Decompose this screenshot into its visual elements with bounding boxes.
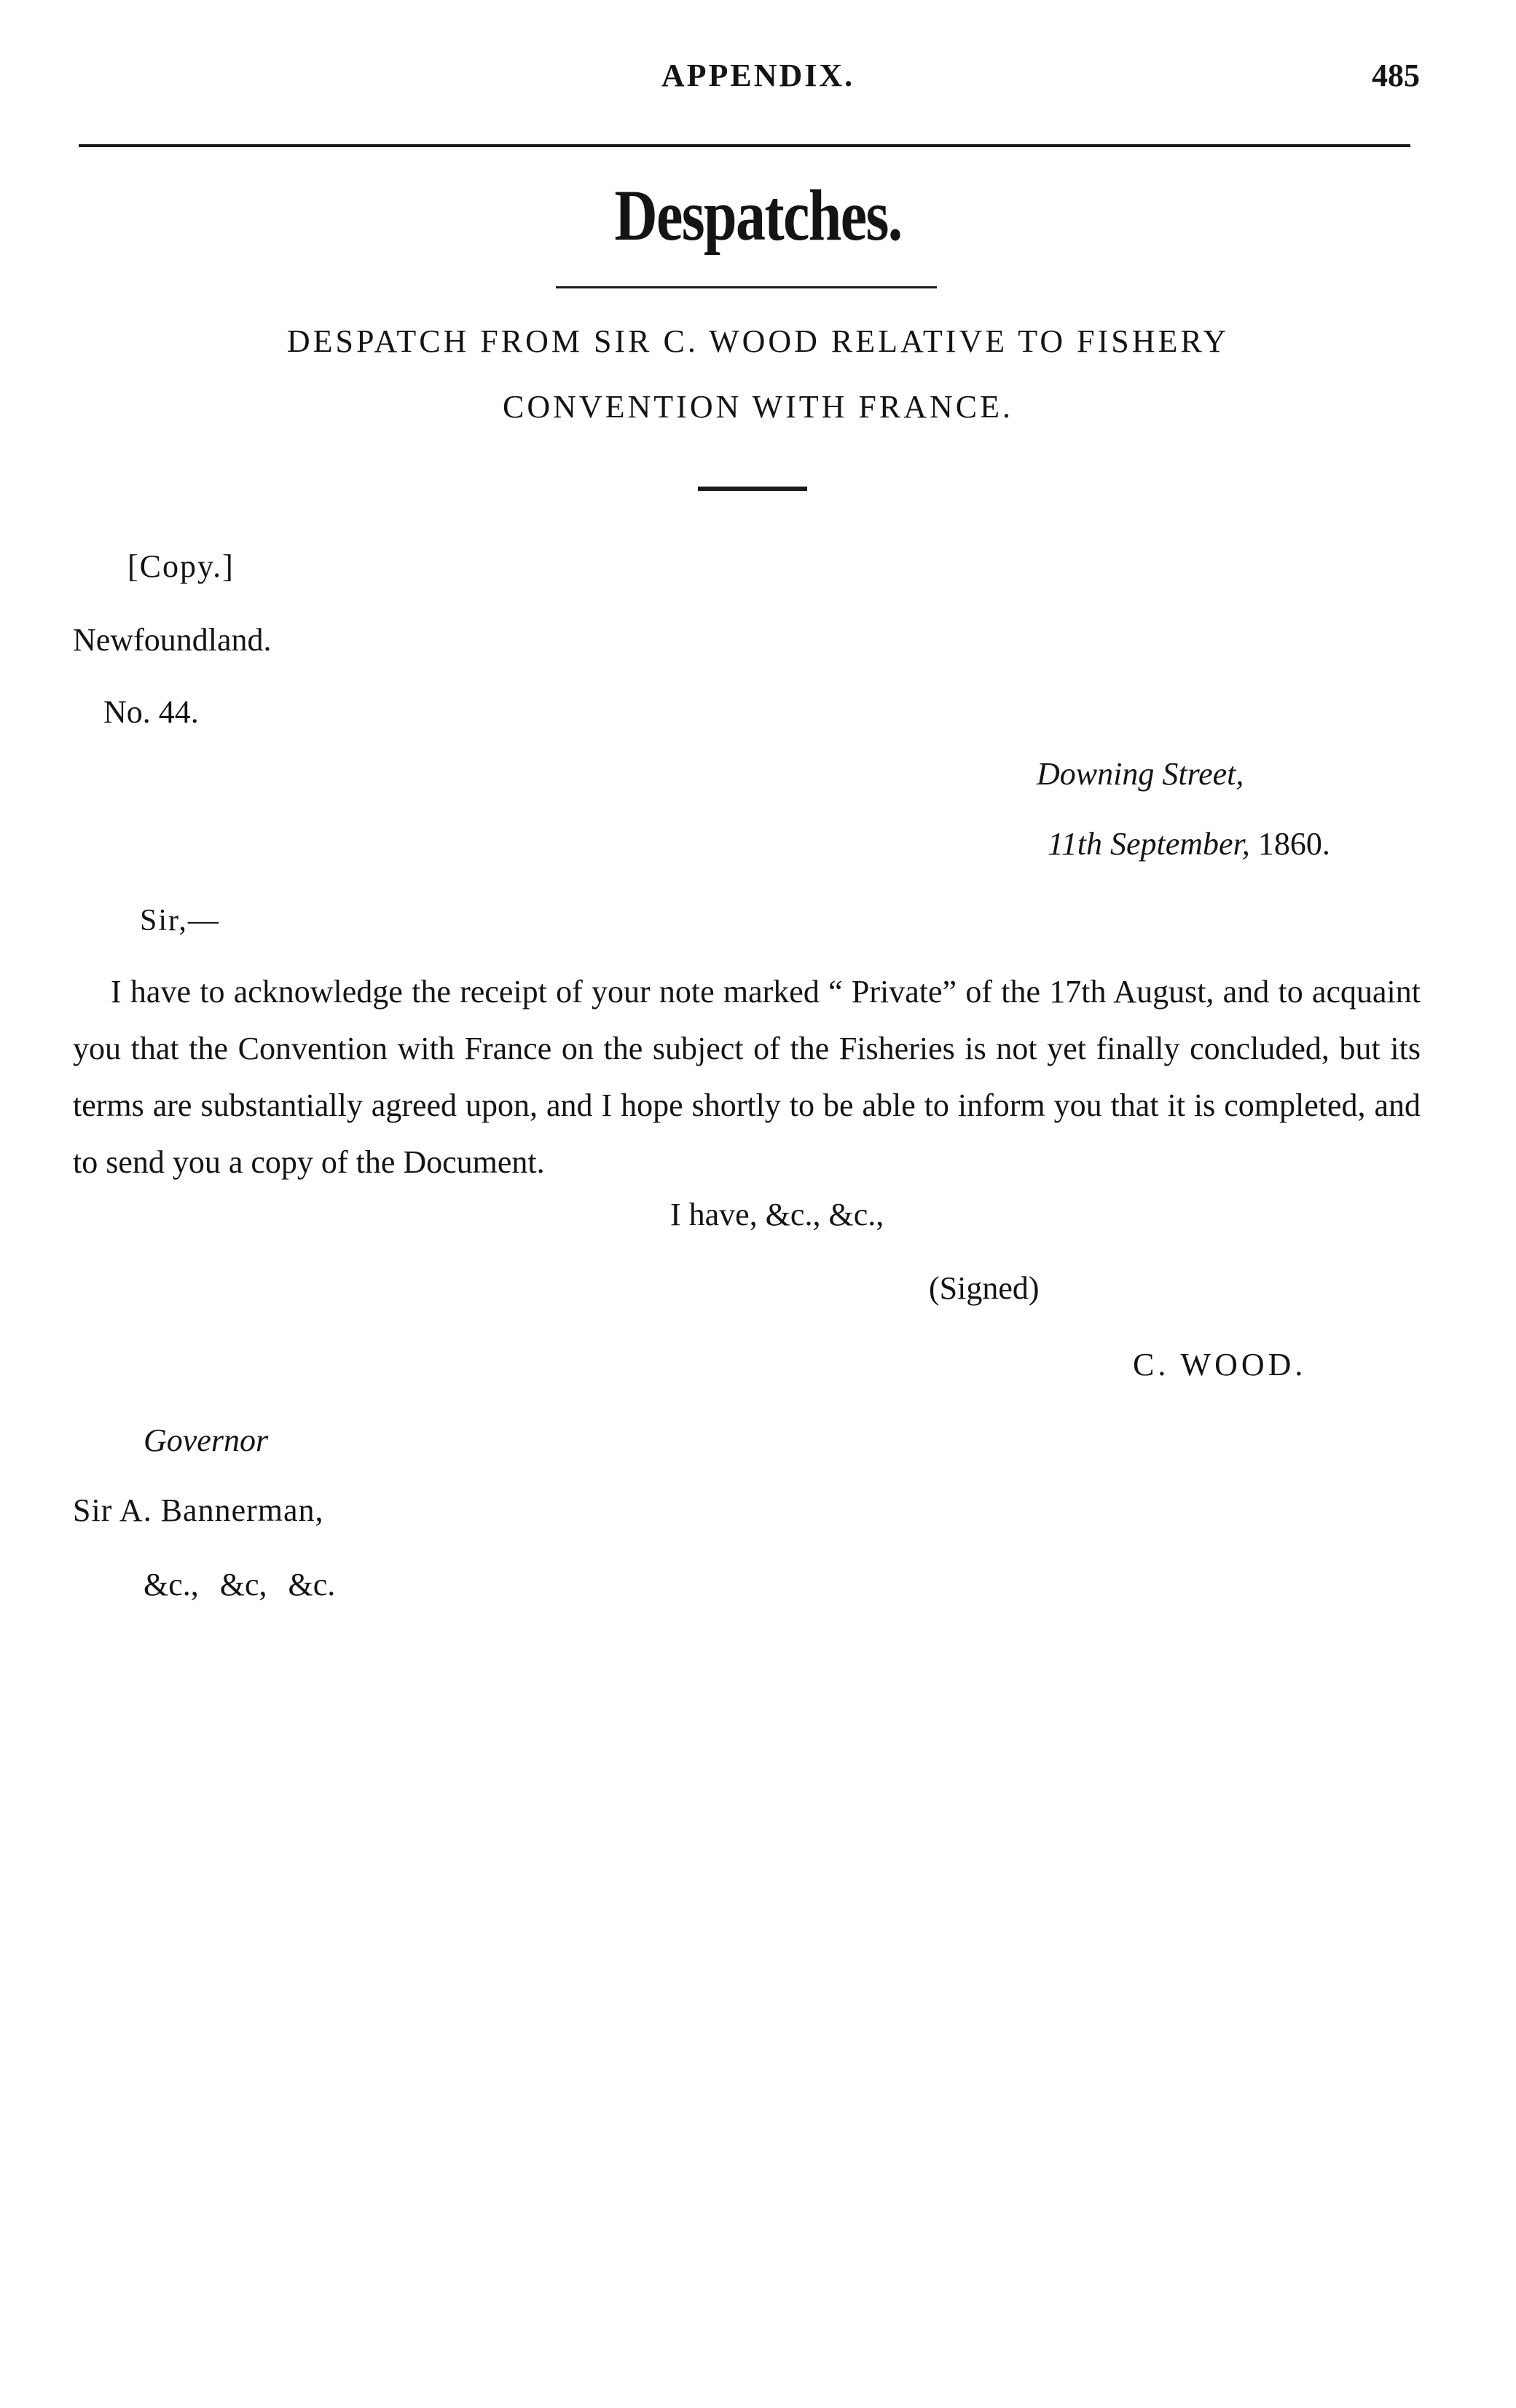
- heading-rule: [698, 487, 807, 491]
- signed-mark: (Signed): [929, 1270, 1040, 1306]
- addressee-name: Sir A. Bannerman,: [73, 1492, 324, 1528]
- addressee-title: Governor: [144, 1423, 269, 1458]
- despatch-number: No. 44.: [103, 694, 199, 730]
- date-line: [1048, 825, 1330, 862]
- page-number: 485: [1372, 58, 1420, 93]
- despatch-heading-line-1: DESPATCH FROM SIR C. WOOD RELATIVE TO FISHERY: [286, 323, 1230, 359]
- header-rule: [79, 144, 1410, 147]
- signature: C. WOOD.: [1133, 1347, 1307, 1382]
- despatch-heading-line-2: CONVENTION WITH FRANCE.: [502, 389, 1014, 425]
- title-rule: [556, 286, 937, 288]
- copy-mark: [Copy.]: [127, 548, 235, 584]
- date-year: 1860.: [1257, 826, 1330, 862]
- section-title: Despatches.: [614, 175, 902, 256]
- closing-line: I have, &c., &c.,: [670, 1197, 884, 1232]
- running-head: APPENDIX.: [661, 58, 855, 93]
- colony-name: Newfoundland.: [73, 622, 272, 658]
- place-line: Downing Street,: [1037, 756, 1244, 792]
- date-day: 11th: [1048, 826, 1102, 862]
- date-month: September,: [1109, 826, 1250, 862]
- addressee-etc: &c., &c, &c.: [144, 1567, 336, 1602]
- salutation: Sir,—: [140, 904, 220, 937]
- letter-body: I have to acknowledge the receipt of your note marked “ Private” of the 17th August, and to acquaint you that the Convention with France on the subject of the Fisheries is not yet finally concluded, but its terms are substantially agreed upon, and I hope shortly to be able to inform you that it is completed, and to send you a copy of the Document.: [73, 974, 1421, 1180]
